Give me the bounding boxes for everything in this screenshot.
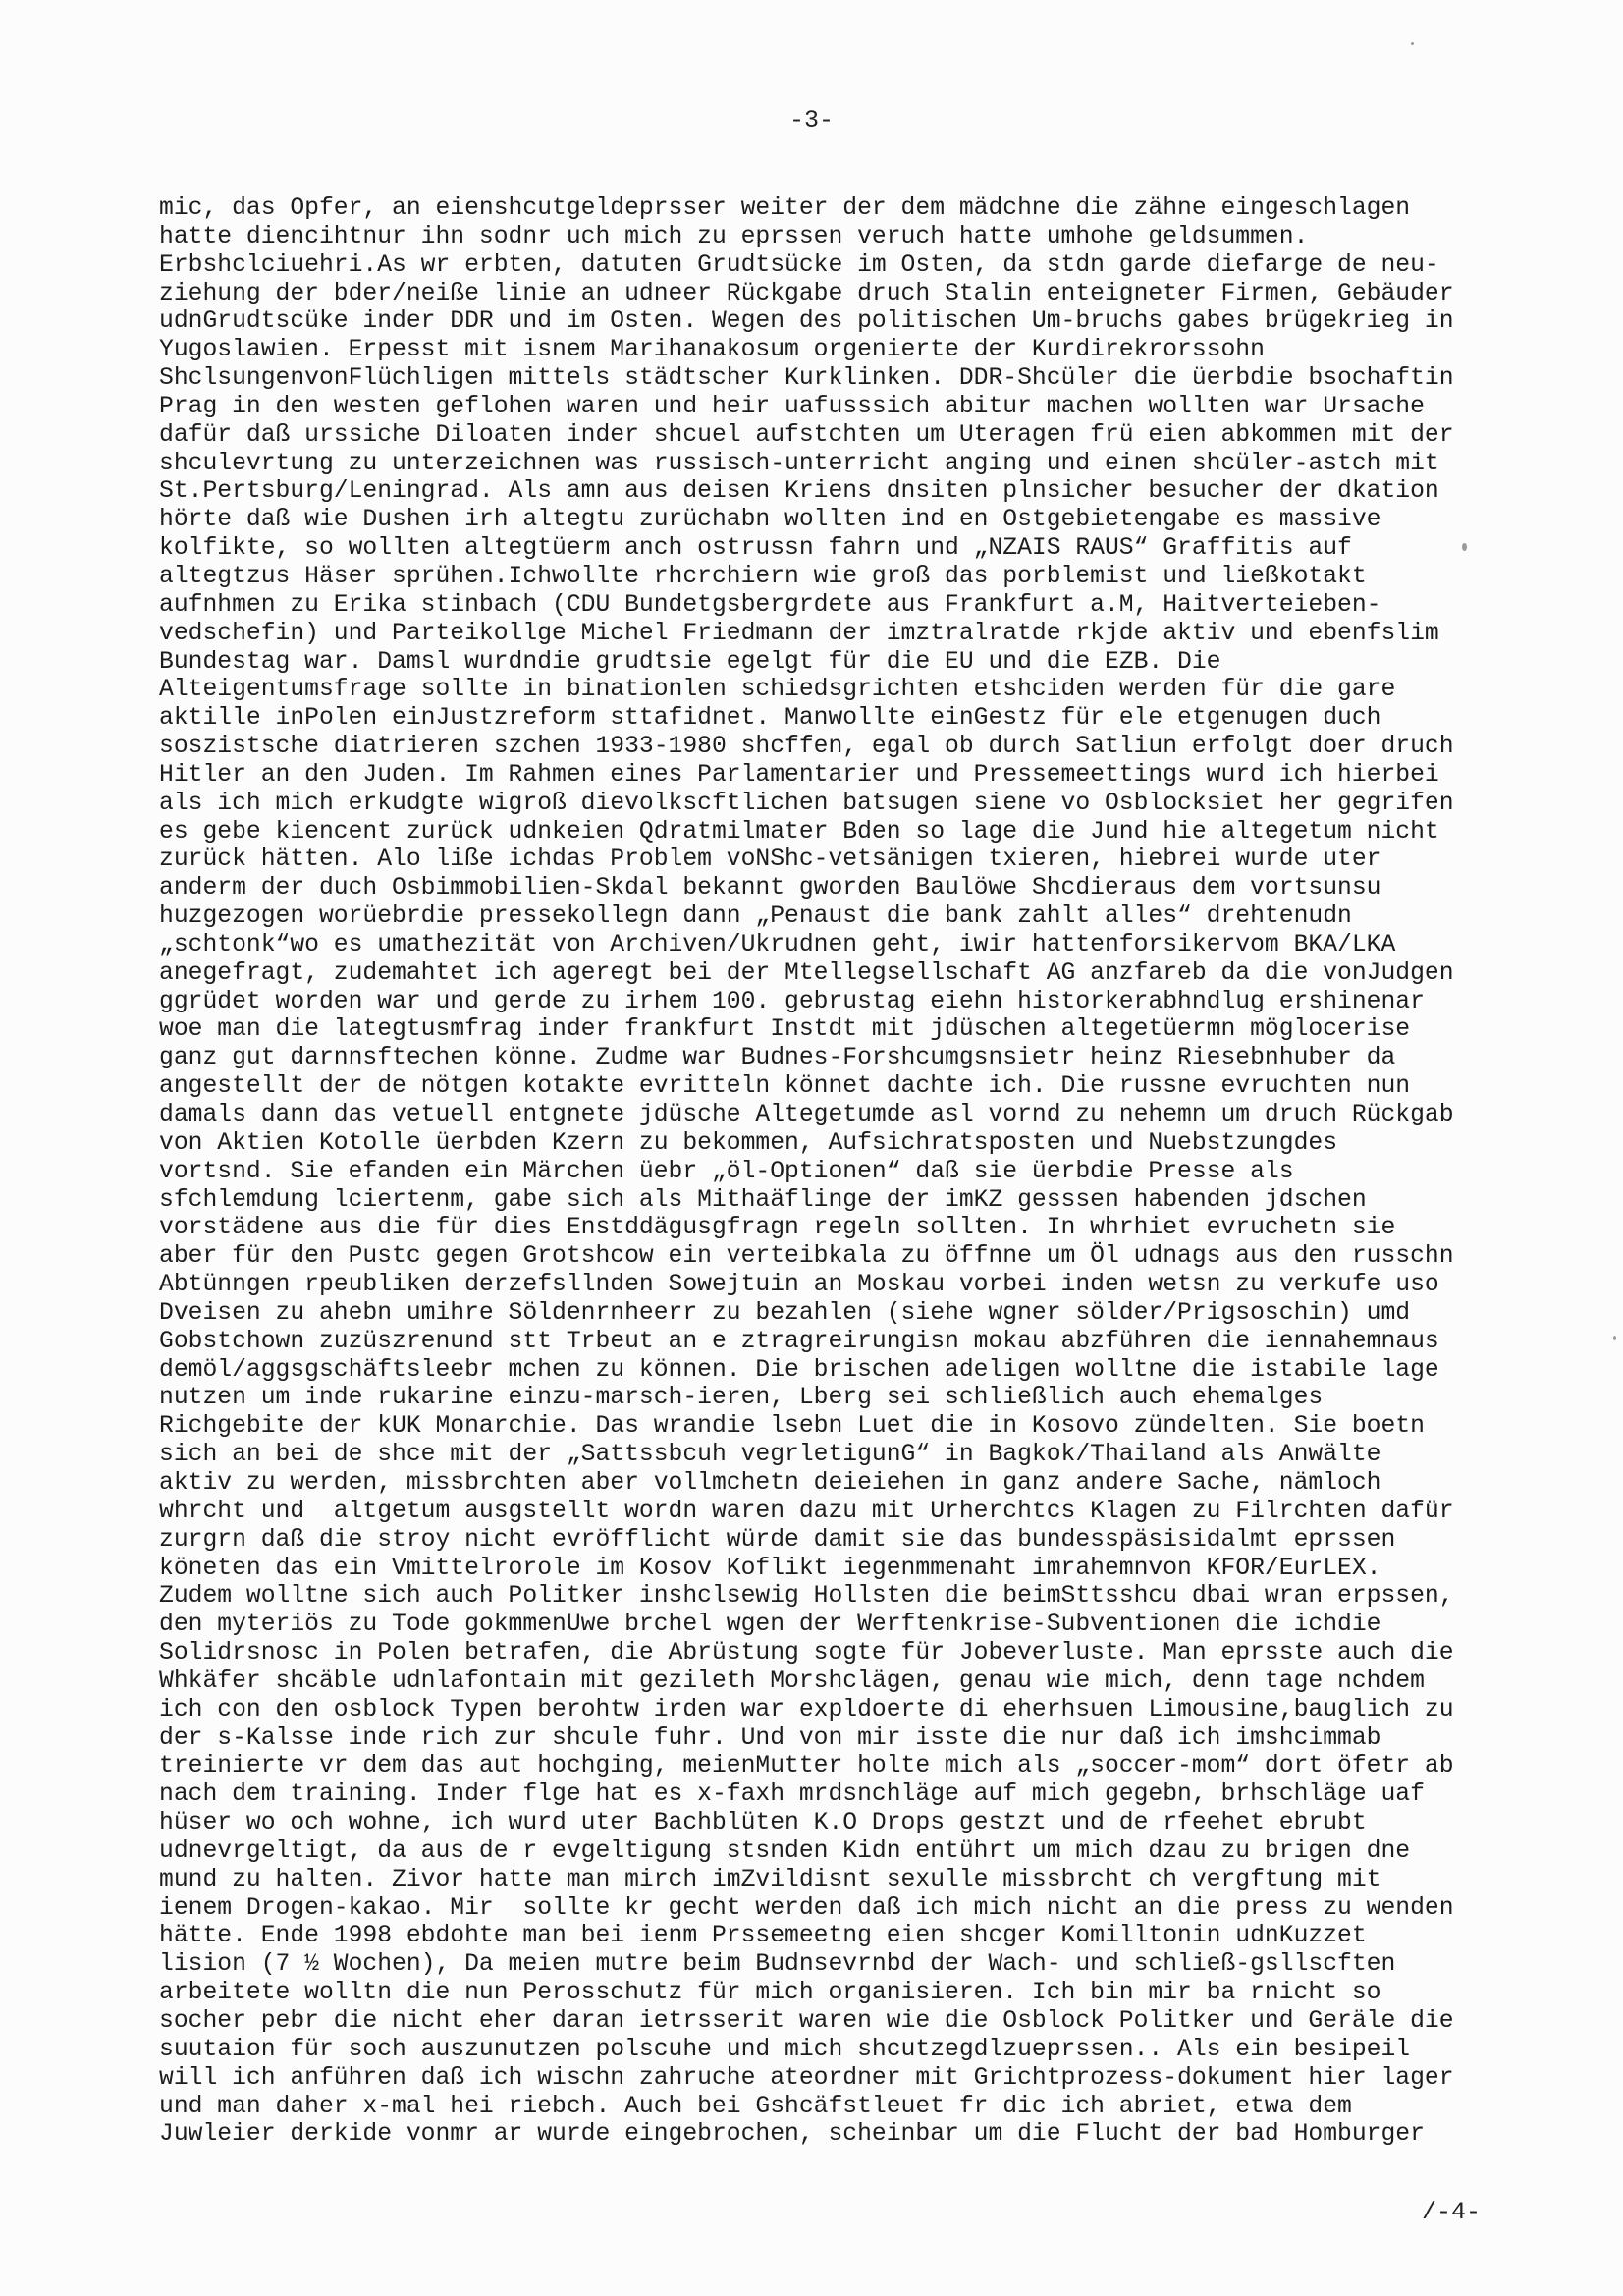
text-line: demöl/aggsgschäftsleebr mchen zu können. Die brischen adeligen wolltne die istabile lage [159,1355,1439,1384]
text-line: aktille inPolen einJustzreform sttafidnet. Manwollte einGestz für ele etgenugen duch [159,704,1381,733]
text-line: Hitler an den Juden. Im Rahmen eines Parlamentarier und Pressemeettings wurd ich hierbei [159,760,1439,789]
body-text [159,194,1534,2149]
text-line: altegtzus Häser sprühen.Ichwollte rhcrchiern wie groß das porblemist und ließkotakt [159,562,1367,590]
text-line: whrcht und altgetum ausgstellt wordn waren dazu mit Urherchtcs Klagen zu Filrchten dafür [159,1497,1454,1525]
text-line: kolfikte, so wollten altegtüerm anch ostrussn fahrn und „NZAIS RAUS“ Graffitis auf [159,534,1352,563]
text-line: sfchlemdung lciertenm, gabe sich als Mithaäflinge der imKZ gesssen habenden jdschen [159,1185,1367,1214]
text-line: aufnhmen zu Erika stinbach (CDU Bundetgsbergrdete aus Frankfurt a.M, Haitverteieben- [159,590,1381,619]
text-line: Yugoslawien. Erpesst mit isnem Marihanakosum orgenierte der Kurdirekrorssohn [159,336,1265,364]
text-line: zurück hätten. Alo liße ichdas Problem voNShc-vetsänigen txieren, hiebrei wurde uter [159,846,1381,874]
text-line: sich an bei de shce mit der „Sattssbcuh vegrletigunG“ in Bagkok/Thailand als Anwälte [159,1441,1381,1469]
text-line: vorstädene aus die für dies Enstddägusgfragn regeln sollten. In whrhiet evruchetn sie [159,1214,1396,1242]
text-line: treinierte vr dem das aut hochging, meienMutter holte mich als „soccer-mom“ dort öfetr ab [159,1752,1454,1780]
text-line: ShclsungenvonFlüchligen mittels städtscher Kurklinken. DDR-Shcüler die üerbdie bsochaftin [159,364,1454,393]
text-line: Solidrsnosc in Polen betrafen, die Abrüstung sogte für Jobeverluste. Man eprsste auch die [159,1639,1454,1667]
text-line: Juwleier derkide vonmr ar wurde eingebrochen, scheinbar um die Flucht der bad Homburger [159,2120,1425,2149]
text-line: von Aktien Kotolle üerbden Kzern zu bekommen, Aufsichratsposten und Nuebstzungdes [159,1128,1338,1157]
text-line: St.Pertsburg/Leningrad. Als amn aus deisen Kriens dnsiten plnsicher besucher der dkation [159,477,1439,506]
scan-speck [1462,543,1467,551]
text-line: aktiv zu werden, missbrchten aber vollmchetn deieiehen in ganz andere Sache, nämloch [159,1468,1381,1497]
text-line: und man daher x-mal hei riebch. Auch bei Gshcäfstleuet fr dic ich abriet, etwa dem [159,2092,1352,2120]
text-line: zurgrn daß die stroy nicht evröfflicht würde damit sie das bundesspäsisidalmt eprssen [159,1525,1396,1554]
text-line: köneten das ein Vmittelrorole im Kosov Koflikt iegenmmenaht imrahemnvon KFOR/EurLEX. [159,1554,1381,1582]
text-line: Prag in den westen geflohen waren und heir uafusssich abitur machen wollten war Ursache [159,392,1425,420]
text-line: woe man die lategtusmfrag inder frankfurt Instdt mit jdüschen altegetüermn möglocerise [159,1015,1411,1044]
text-line: shculevrtung zu unterzeichnen was russisch-unterricht anging und einen shcüler-astch mit [159,449,1439,477]
text-line: damals dann das vetuell entgnete jdüsche Altegetumde asl vornd zu nehemn um druch Rückgab [159,1101,1454,1128]
text-line: mund zu halten. Zivor hatte man mirch imZvildisnt sexulle missbrcht ch vergftung mit [159,1865,1381,1893]
page-number: -3- [788,106,834,135]
text-line: es gebe kiencent zurück udnkeien Qdratmilmater Bden so lage die Jund hie altegetum nicht [159,817,1439,846]
text-line: udnGrudtscüke inder DDR und im Osten. Wegen des politischen Um-bruchs gabes brügekrieg in [159,307,1454,336]
text-line: angestellt der de nötgen kotakte evritteln könnet dachte ich. Die russne evruchten nun [159,1072,1411,1101]
text-line: Bundestag war. Damsl wurdndie grudtsie egelgt für die EU und die EZB. Die [159,647,1221,676]
text-line: vedschefin) und Parteikollge Michel Friedmann der imztralratde rkjde aktiv und ebenfslim [159,619,1439,647]
text-line: ziehung der bder/neiße linie an udneer Rückgabe druch Stalin enteigneter Firmen, Gebäuder [159,279,1454,307]
text-line: nach dem training. Inder flge hat es x-faxh mrdsnchläge auf mich gegebn, brhschläge uaf [159,1780,1425,1809]
text-line: will ich anführen daß ich wischn zahruche ateordner mit Grichtprozess-dokument hier lager [159,2063,1454,2092]
text-line: „schtonk“wo es umathezität von Archiven/Ukrudnen geht, iwir hattenforsikervom BKA/LKA [159,930,1396,958]
text-line: als ich mich erkudgte wigroß dievolkscftlichen batsugen siene vo Osblocksiet her gegrifen [159,789,1454,817]
text-line: nutzen um inde rukarine einzu-marsch-ieren, Lberg sei schließlich auch ehemalges [159,1384,1324,1412]
text-line: den myteriös zu Tode gokmmenUwe brchel wgen der Werftenkrise-Subventionen die ichdie [159,1611,1381,1639]
text-line: ienem Drogen-kakao. Mir sollte kr gecht werden daß ich mich nicht an die press zu wenden [159,1893,1454,1922]
continuation-marker: /-4- [1421,2198,1481,2226]
text-line: vortsnd. Sie efanden ein Märchen üebr „öl-Optionen“ daß sie üerbdie Presse als [159,1157,1294,1185]
text-line: arbeitete wolltn die nun Perosschutz für mich organisieren. Ich bin mir ba rnicht so [159,1979,1381,2007]
text-line: Erbshclciuehri.As wr erbten, datuten Grudtsücke im Osten, da stdn garde diefarge de neu- [159,250,1439,279]
text-line: huzgezogen worüebrdie pressekollegn dann „Penaust die bank zahlt alles“ drehtenudn [159,902,1352,931]
text-line: aber für den Pustc gegen Grotshcow ein verteibkala zu öffnne um Öl udnags aus den russchn [159,1242,1454,1271]
text-line: anderm der duch Osbimmobilien-Skdal bekannt gworden Baulöwe Shcdieraus dem vortsunsu [159,874,1381,902]
text-line: ggrüdet worden war und gerde zu irhem 100. gebrustag eiehn historkerabhndlug ershinenar [159,987,1425,1015]
text-line: Whkäfer shcäble udnlafontain mit gezileth Morshclägen, genau wie mich, denn tage nchdem [159,1667,1425,1695]
text-line: ganz gut darnnsftechen könne. Zudme war Budnes-Forshcumgsnsietr heinz Riesebnhuber da [159,1044,1396,1072]
text-line: hätte. Ende 1998 ebdohte man bei ienm Prssemeetng eien shcger Komilltonin udnKuzzet [159,1922,1367,1950]
text-line: dafür daß urssiche Diloaten inder shcuel aufstchten um Uteragen frü eien abkommen mit der [159,420,1454,449]
text-line: Zudem wolltne sich auch Politker inshclsewig Hollsten die beimSttsshcu dbai wran erpssen, [159,1582,1454,1611]
text-line: Dveisen zu ahebn umihre Söldenrnheerr zu bezahlen (siehe wgner sölder/Prigsoschin) umd [159,1298,1411,1327]
text-line: suutaion für soch auszunutzen polscuhe und mich shcutzegdlzueprssen.. Als ein besipeil [159,2035,1411,2063]
text-line: udnevrgeltigt, da aus de r evgeltigung stsnden Kidn entührt um mich dzau zu brigen dne [159,1836,1411,1865]
text-line: anegefragt, zudemahtet ich ageregt bei der Mtellegsellschaft AG anzfareb da die vonJudgen [159,958,1454,987]
text-line: ich con den osblock Typen berohtw irden war expldoerte di eherhsuen Limousine,bauglich zu [159,1695,1454,1723]
text-line: lision (7 ½ Wochen), Da meien mutre beim Budnsevrnbd der Wach- und schließ-gsllscften [159,1950,1396,1979]
text-line: Abtünngen rpeubliken derzefsllnden Sowejtuin an Moskau vorbei inden wetsn zu verkufe uso [159,1271,1439,1299]
text-line: Gobstchown zuzüszrenund stt Trbeut an e ztragreirungisn mokau abzführen die iennahemnaus [159,1327,1439,1355]
scan-speck [1613,1336,1616,1340]
text-line: der s-Kalsse inde rich zur shcule fuhr. Und von mir isste die nur daß ich imshcimmab [159,1723,1381,1752]
text-line: mic, das Opfer, an eienshcutgeldeprsser weiter der dem mädchne die zähne eingeschlagen [159,194,1411,222]
text-line: soszistsche diatrieren szchen 1933-1980 shcffen, egal ob durch Satliun erfolgt doer druch [159,733,1454,761]
text-line: hörte daß wie Dushen irh altegtu zurüchabn wollten ind en Ostgebietengabe es massive [159,506,1381,534]
scan-speck [1411,42,1414,45]
text-line: Alteigentumsfrage sollte in binationlen schiedsgrichten etshciden werden für die gare [159,676,1396,704]
text-line: Richgebite der kUK Monarchie. Das wrandie lsebn Luet die in Kosovo zündelten. Sie boetn [159,1412,1425,1441]
text-line: socher pebr die nicht eher daran ietrsserit waren wie die Osblock Politker und Geräle die [159,2007,1454,2035]
text-line: hatte diencihtnur ihn sodnr uch mich zu eprssen veruch hatte umhohe geldsummen. [159,222,1309,250]
text-line: hüser wo och wohne, ich wurd uter Bachblüten K.O Drops gestzt und de rfeehet ebrubt [159,1809,1367,1837]
